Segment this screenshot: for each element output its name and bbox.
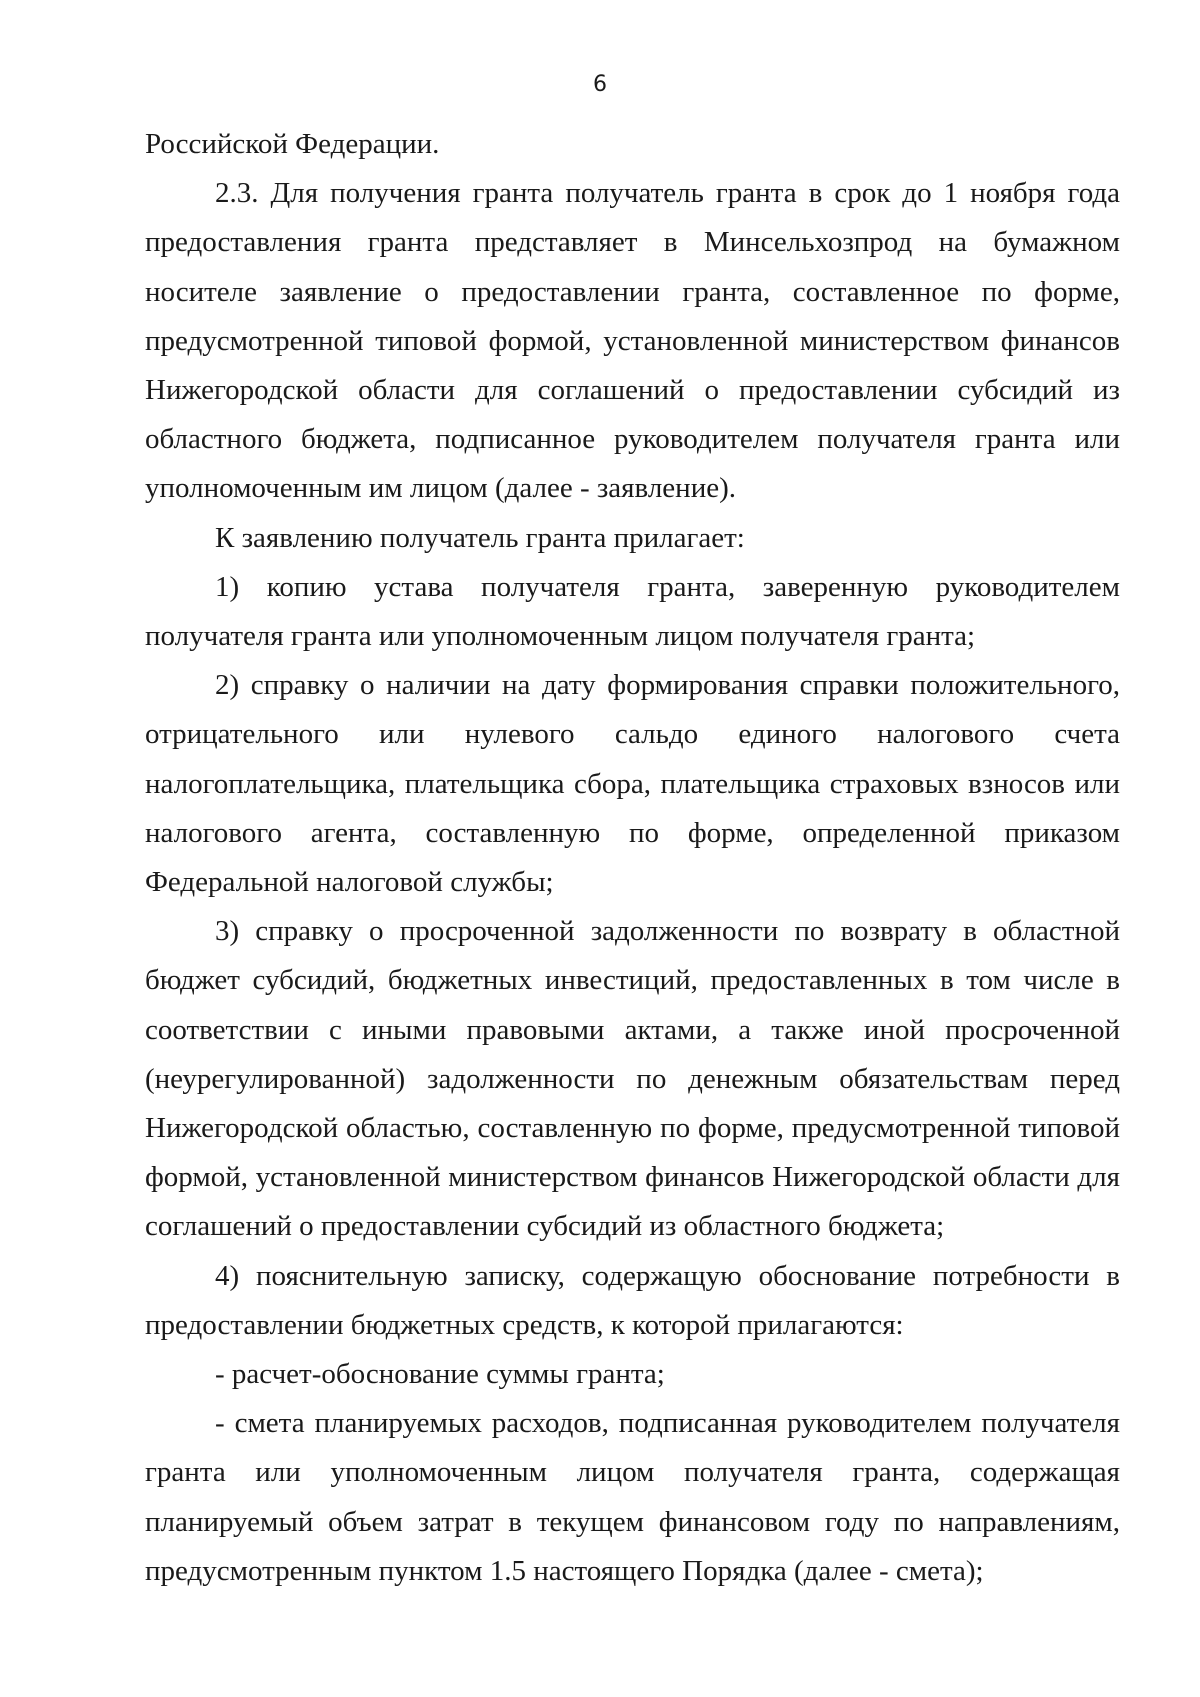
page-number: 6 <box>593 72 607 97</box>
list-item-3: 3) справку о просроченной задолженности по возврату в областной бюджет субсидий, бюджетных инвестиций, предоставленных в том числе в соответствии с иными правовыми актами, а также иной просроченной (неурегулированной) задолженности по денежным обязательствам перед Нижегородской областью, составленную по форме, предусмотренной типовой формой, установленной министерством финансов Нижегородской области для соглашений о предоставлении субсидий из областного бюджета; <box>145 915 1120 1243</box>
list-item-4: 4) пояснительную записку, содержащую обоснование потребности в предоставлении бюджетных средств, к которой прилагаются: <box>145 1259 1120 1341</box>
sub-item-estimate: - смета планируемых расходов, подписанная руководителем получателя гранта или уполномоченным лицом получателя гранта, содержащая планируемый объем затрат в текущем финансовом году по направлениям, предусмотренным пунктом 1.5 настоящего Порядка (далее - смета); <box>145 1407 1120 1587</box>
list-item-2: 2) справку о наличии на дату формирования справки положительного, отрицательного или нулевого сальдо единого налогового счета налогоплательщика, плательщика сбора, плательщика страховых взносов или налогового агента, составленную по форме, определенной приказом Федеральной налоговой службы; <box>145 669 1120 899</box>
paragraph-attachments-intro: К заявлению получатель гранта прилагает: <box>215 521 745 554</box>
sub-item-calculation: - расчет-обоснование суммы гранта; <box>215 1358 665 1391</box>
document-body <box>145 120 1120 1596</box>
list-item-1: 1) копию устава получателя гранта, заверенную руководителем получателя гранта или уполномоченным лицом получателя гранта; <box>145 570 1120 653</box>
paragraph-continuation: Российской Федерации. <box>145 128 440 160</box>
paragraph-2-3: 2.3. Для получения гранта получатель гранта в срок до 1 ноября года предоставления гранта представляет в Минсельхозпрод на бумажном носителе заявление о предоставлении гранта, составленное по форме, предусмотренной типовой формой, установленной министерством финансов Нижегородской области для соглашений о предоставлении субсидий из областного бюджета, подписанное руководителем получателя гранта или уполномоченным им лицом (далее - заявление). <box>145 177 1120 505</box>
